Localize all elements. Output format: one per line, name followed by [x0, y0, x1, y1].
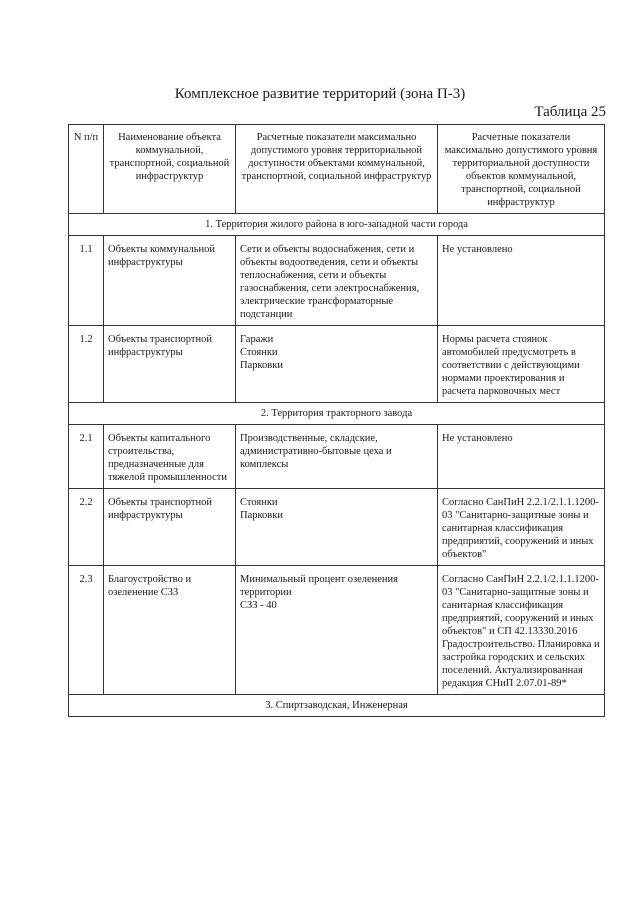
row-level-line: Парковки: [240, 360, 283, 371]
row-name: Объекты коммунальной инфраструктуры: [104, 236, 236, 326]
row-level-line: Минимальный процент озеленения территории: [240, 574, 399, 598]
table-header-row: [69, 125, 605, 214]
row-level: [236, 236, 438, 326]
section-title: 3. Спиртзаводская, Инженерная: [69, 695, 605, 717]
header-level: Расчетные показатели максимально допустимого уровня территориальной доступности объектами коммунальной, транспортной, социальной инфраструктур: [236, 125, 438, 214]
table-row: [69, 326, 605, 403]
row-level-line: Стоянки: [240, 347, 278, 358]
row-level: [236, 425, 438, 489]
row-access: Не установлено: [438, 236, 605, 326]
row-access: Нормы расчета стоянок автомобилей предусмотреть в соответствии с действующими нормами проектирования и расчета парковочных мест: [438, 326, 605, 403]
row-level: [236, 489, 438, 566]
row-access: Не установлено: [438, 425, 605, 489]
row-access: Согласно СанПиН 2.2.1/2.1.1.1200-03 "Санитарно-защитные зоны и санитарная классификация предприятий, сооружений и иных объектов": [438, 489, 605, 566]
row-level-line: Сети и объекты водоснабжения, сети и объекты водоотведения, сети и объекты теплоснабжения, сети и объекты газоснабжения, сети электроснабжения, электрические трансформаторные подстанции: [240, 244, 420, 320]
header-access: Расчетные показатели максимально допустимого уровня территориальной доступности объектов коммунальной, транспортной, социальной инфраструктур: [438, 125, 605, 214]
section-row: [69, 214, 605, 236]
section-row: [69, 695, 605, 717]
section-row: [69, 403, 605, 425]
row-level-line: Гаражи: [240, 334, 274, 345]
row-level-line: Парковки: [240, 510, 283, 521]
row-num: 2.2: [69, 489, 104, 566]
row-level: [236, 566, 438, 695]
row-name: Благоустройство и озеленение СЗЗ: [104, 566, 236, 695]
table-row: [69, 236, 605, 326]
row-name: Объекты капитального строительства, предназначенные для тяжелой промышленности: [104, 425, 236, 489]
header-name: Наименование объекта коммунальной, транспортной, социальной инфраструктур: [104, 125, 236, 214]
row-num: 1.1: [69, 236, 104, 326]
row-level-line: Стоянки: [240, 497, 278, 508]
row-level-line: СЗЗ - 40: [240, 600, 277, 611]
table-label: Таблица 25: [534, 104, 606, 120]
page-title: Комплексное развитие территорий (зона П-3): [174, 86, 466, 102]
row-level-line: Производственные, складские, административно-бытовые цеха и комплексы: [240, 433, 392, 470]
table-row: [69, 489, 605, 566]
row-access: Согласно СанПиН 2.2.1/2.1.1.1200-03 "Санитарно-защитные зоны и санитарная классификация предприятий, сооружений и иных объектов" и СП 42.13330.2016 Градостроительство. Планировка и застройка городских и сельских поселений. Актуализированная редакция СНиП 2.07.01-89*: [438, 566, 605, 695]
section-title: 1. Территория жилого района в юго-западной части города: [69, 214, 605, 236]
table-row: [69, 425, 605, 489]
row-level: [236, 326, 438, 403]
row-num: 1.2: [69, 326, 104, 403]
header-num: N п/п: [69, 125, 104, 214]
row-name: Объекты транспортной инфраструктуры: [104, 489, 236, 566]
row-num: 2.1: [69, 425, 104, 489]
table-row: [69, 566, 605, 695]
infrastructure-table: [68, 124, 605, 717]
section-title: 2. Территория тракторного завода: [69, 403, 605, 425]
row-name: Объекты транспортной инфраструктуры: [104, 326, 236, 403]
row-num: 2.3: [69, 566, 104, 695]
